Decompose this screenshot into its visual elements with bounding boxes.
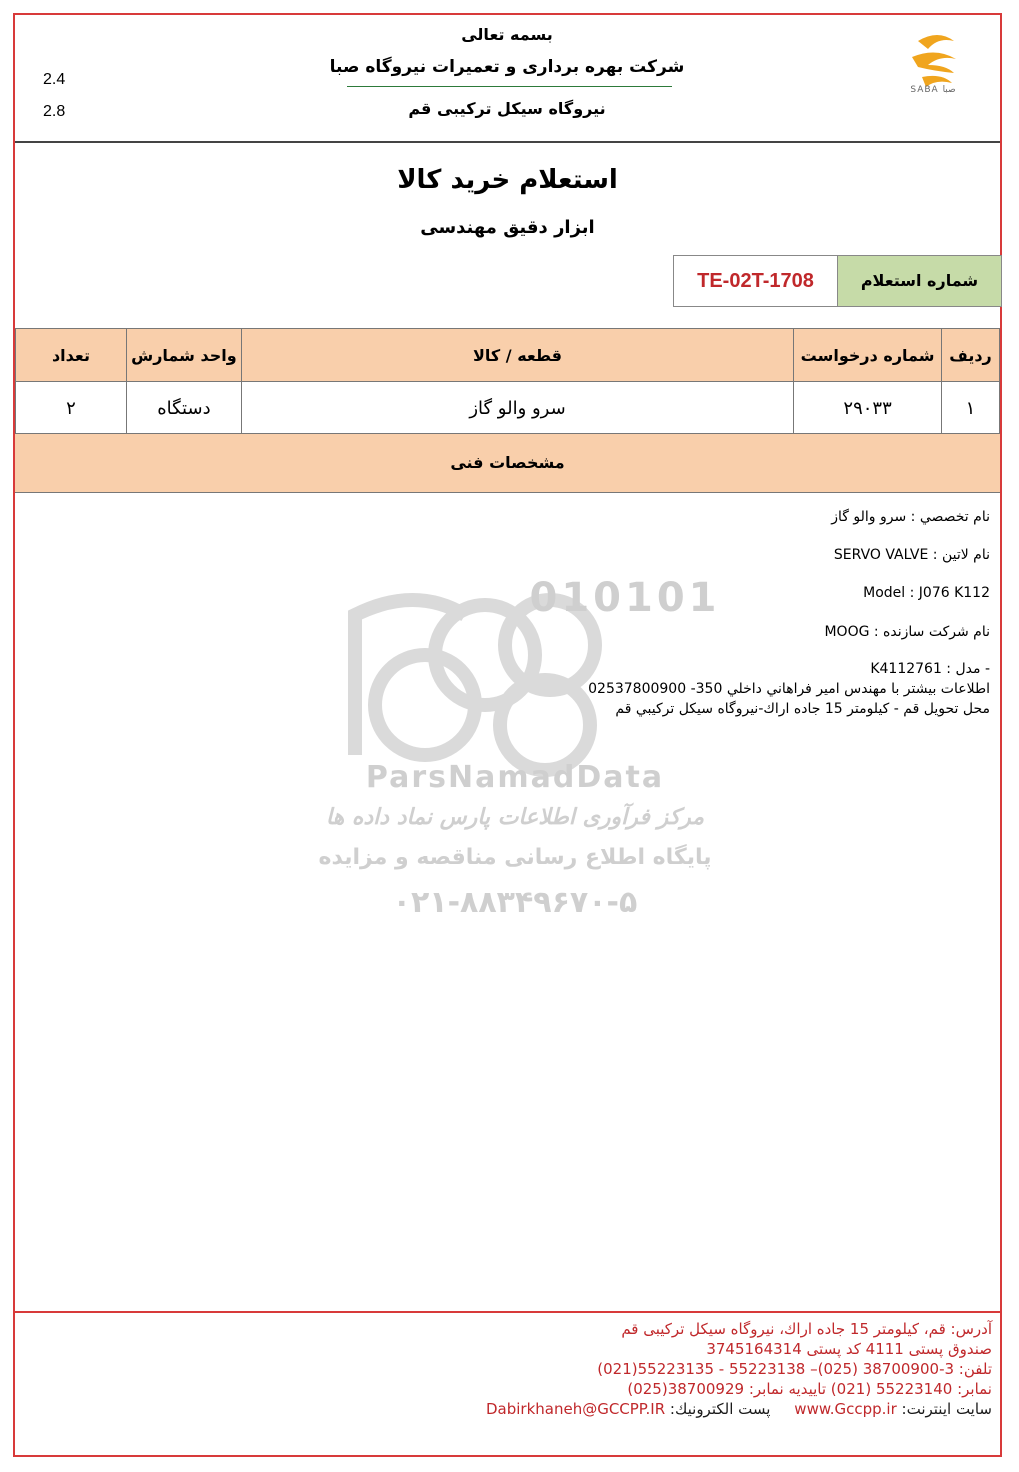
spec-info-line: اطلاعات بيشتر با مهندس امير فراهاني داخلي 350- 02537800900 — [588, 681, 990, 697]
footer-address: آدرس: قم، کیلومتر 15 جاده اراك، نیروگاه سیکل ترکیبی قم — [621, 1320, 992, 1338]
watermark-line-1: مرکز فرآوری اطلاعات پارس نماد داده ها — [325, 805, 705, 830]
cell-qty: ۲ — [16, 382, 127, 435]
watermark-phone: ۰۲۱-۸۸۳۴۹۶۷۰-۵ — [392, 885, 638, 920]
spec-latin-name-label: نام لاتين : — [932, 547, 990, 563]
footer-postal: صندوق پستی 4111 کد پستی 3745164314 — [706, 1340, 992, 1358]
spec-latin-name — [834, 547, 990, 563]
cell-unit: دستگاه — [126, 382, 241, 435]
document-subtitle: ابزار دقیق مهندسی — [420, 217, 595, 238]
footer-fax: نمابر: 55223140 (021) تاییدیه نمابر: 38700929(025) — [627, 1380, 992, 1398]
spec-manufacturer — [824, 624, 990, 640]
watermark-line-2: پایگاه اطلاع رسانی مناقصه و مزایده — [318, 845, 712, 870]
spec-latin-name-value: SERVO VALVE — [833, 547, 929, 563]
spec-specialized-name-label: نام تخصصي : — [910, 509, 990, 525]
saba-logo-icon — [888, 27, 978, 117]
watermark-binary: 010101 — [529, 575, 721, 621]
table-header-row — [16, 329, 1000, 382]
document-title: استعلام خرید کالا — [397, 165, 618, 195]
company-name: شرکت بهره برداری و تعمیرات نیروگاه صبا — [329, 57, 685, 77]
bismillah-text: بسمه تعالی — [461, 25, 553, 44]
cell-row: ۱ — [942, 382, 1000, 435]
watermark-flower-icon — [315, 555, 715, 795]
footer-phone: تلفن: 3-38700900 (025)– 55223138 - 55223135(021) — [597, 1360, 992, 1378]
logo-text: SABA صبا — [910, 85, 956, 95]
technical-specs-heading: مشخصات فنی — [15, 433, 1000, 493]
document-footer — [486, 1319, 992, 1419]
cell-item: سرو والو گاز — [241, 382, 793, 435]
footer-divider — [15, 1311, 1000, 1313]
page-frame — [13, 13, 1002, 1457]
table-row — [16, 382, 1000, 435]
document-header — [15, 15, 1000, 143]
col-header-unit: واحد شمارش — [126, 329, 241, 382]
footer-website-link[interactable]: www.Gccpp.ir — [794, 1400, 897, 1418]
watermark-brand: ParsNamadData — [365, 760, 665, 795]
footer-contact — [486, 1399, 992, 1419]
spec-manufacturer-label: نام شركت سازنده : — [873, 624, 990, 640]
spec-manufacturer-value: MOOG — [824, 624, 870, 640]
version-number-1: 2.4 — [43, 71, 66, 88]
col-header-qty: تعداد — [16, 329, 127, 382]
header-divider — [347, 86, 672, 87]
col-header-request-no: شماره درخواست — [794, 329, 942, 382]
cell-request-no: ۲۹۰۳۳ — [794, 382, 942, 435]
inquiry-number-label: شماره استعلام — [837, 255, 1002, 307]
spec-specialized-name — [831, 509, 990, 525]
footer-email-link[interactable]: Dabirkhaneh@GCCPP.IR — [485, 1400, 666, 1418]
watermark — [315, 555, 721, 935]
items-table — [15, 328, 1000, 435]
inquiry-number-value: TE-02T-1708 — [673, 255, 837, 307]
spec-model-line: - مدل : K4112761 — [870, 661, 990, 677]
footer-email-label: پست الکترونیك: — [669, 1400, 771, 1418]
plant-name: نیروگاه سیکل ترکیبی قم — [408, 99, 606, 118]
version-number-2: 2.8 — [43, 103, 66, 120]
footer-website-label: سایت اینترنت: — [901, 1400, 992, 1418]
spec-specialized-name-value: سرو والو گاز — [831, 509, 907, 525]
spec-delivery-line: محل تحويل قم - كيلومتر 15 جاده اراك-نيروگاه سيكل تركيبي قم — [615, 701, 990, 717]
spec-model: Model : J076 K112 — [863, 585, 990, 601]
col-header-item: قطعه / کالا — [241, 329, 793, 382]
col-header-row: ردیف — [942, 329, 1000, 382]
